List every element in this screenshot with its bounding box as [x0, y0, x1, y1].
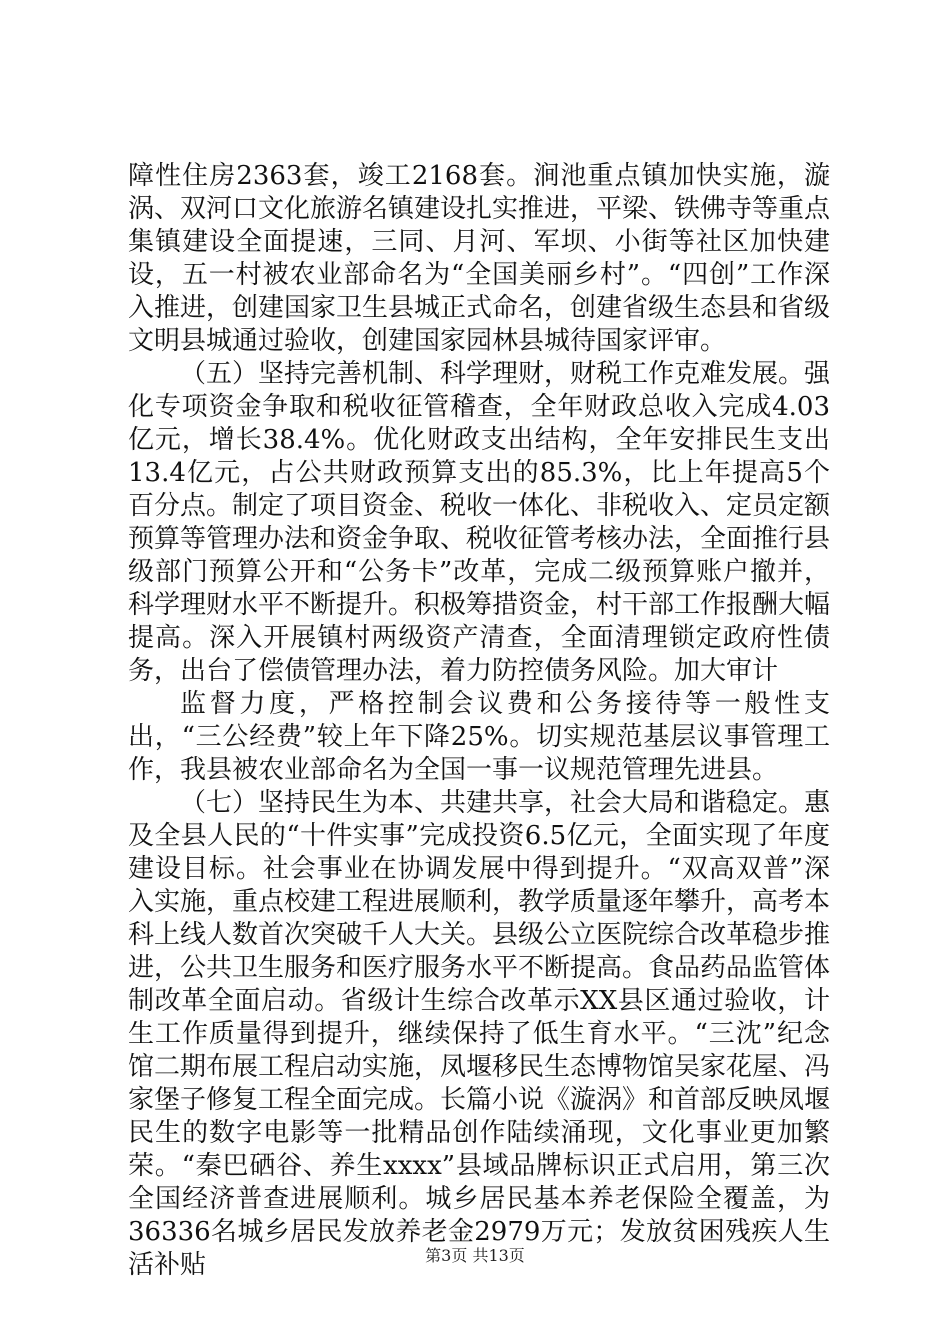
paragraph-finance-tax: （五）坚持完善机制、科学理财，财税工作克难发展。强化专项资金争取和税收征管稽查，全年财政总收入完成4.03亿元，增长38.4%。优化财政支出结构，全年安排民生支出13.4亿元，占公共财政预算支出的85.3%，比上年提高5个百分点。制定了项目资金、税收一体化、非税收入、定员定额预算等管理办法和资金争取、税收征管考核办法，全面推行县级部门预算公开和“公务卡”改革，完成二级预算账户撤并，科学理财水平不断提升。积极筹措资金，村干部工作报酬大幅提高。深入开展镇村两级资产清查，全面清理锁定政府性债务，出台了偿债管理办法，着力防控债务风险。加大审计 [128, 359, 831, 686]
paragraph-audit-supervision: 监督力度，严格控制会议费和公务接待等一般性支出，“三公经费”较上年下降25%。切实规范基层议事管理工作，我县被农业部命名为全国一事一议规范管理先进县。 [128, 689, 830, 785]
paragraph-housing-continuation: 障性住房2363套，竣工2168套。涧池重点镇加快实施，漩涡、双河口文化旅游名镇建设扎实推进，平梁、铁佛寺等重点集镇建设全面提速，三同、月河、军坝、小街等社区加快建设，五一村被农业部命名为“全国美丽乡村”。“四创”工作深入推进，创建国家卫生县城正式命名，创建省级生态县和省级文明县城通过验收，创建国家园林县城待国家评审。 [128, 161, 831, 356]
page-number-footer: 第3页 共13页 [425, 1246, 525, 1265]
document-body [128, 160, 830, 1282]
paragraph-livelihood: （七）坚持民生为本、共建共享，社会大局和谐稳定。惠及全县人民的“十件实事”完成投资6.5亿元，全面实现了年度建设目标。社会事业在协调发展中得到提升。“双高双普”深入实施，重点校建工程进展顺利，教学质量逐年攀升，高考本科上线人数首次突破千人大关。县级公立医院综合改革稳步推进，公共卫生服务和医疗服务水平不断提高。食品药品监管体制改革全面启动。省级计生综合改革示XX县区通过验收，计生工作质量得到提升，继续保持了低生育水平。“三沈”纪念馆二期布展工程启动实施，凤堰移民生态博物馆吴家花屋、冯家堡子修复工程全面完成。长篇小说《漩涡》和首部反映凤堰民生的数字电影等一批精品创作陆续涌现，文化事业更加繁荣。“秦巴硒谷、养生xxxx”县域品牌标识正式启用，第三次全国经济普查进展顺利。城乡居民基本养老保险全覆盖，为36336名城乡居民发放养老金2979万元；发放贫困残疾人生活补贴 [128, 788, 831, 1280]
